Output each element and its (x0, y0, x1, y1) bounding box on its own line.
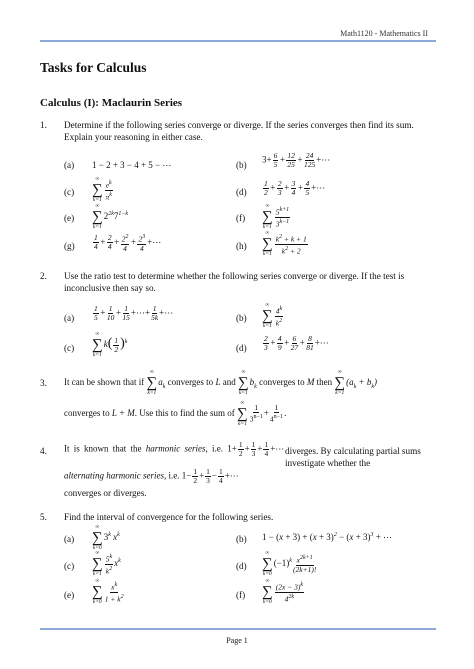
q5b-expression: $1 - (x + 3) + (x + 3)^2 - (x + 3)^3$ + ⋯ (262, 532, 393, 542)
q4-harmonic: harmonic series (145, 443, 206, 454)
q2-label-b: (b) (236, 313, 247, 323)
q2b-expression: ∞ ∑ k=1 $\frac{4^k}{k^2}$ (262, 302, 283, 329)
q5-label-c: (c) (64, 561, 75, 571)
q3-text-converges-to-2: converges to (259, 377, 305, 388)
header-rule (40, 40, 436, 42)
q5a-expression: ∞ ∑ k=0 3$^k$ $x^k$ (92, 524, 120, 551)
q2-label-c: (c) (64, 343, 75, 353)
q5-label-b: (b) (236, 534, 247, 544)
q1-label-b: (b) (236, 160, 247, 170)
q1-label-f: (f) (236, 213, 246, 223)
question-2-number: 2. (40, 271, 47, 281)
q1d-expression: $\frac{1}{2}$ + $\frac{2}{3}$ + $\frac{3}{4}$ + $\frac{4}{5}$ +⋯ (264, 179, 326, 197)
q3-text-converges-to-3: converges to (64, 408, 110, 419)
q1b-expression: 3+ $\frac{6}{5}$ + $\frac{12}{25}$ + $\frac{24}{125}$ +⋯ (262, 151, 331, 169)
question-3-number: 3. (40, 378, 47, 388)
q5e-expression: ∞ ∑ k=0 $\frac{x^k}{1 + k^2}$ (92, 578, 124, 605)
q3-text-converges-to: converges to (167, 377, 214, 388)
q4-text-known: It is known that the (64, 443, 142, 454)
q4-text-ie-2: , i.e. (164, 470, 180, 481)
question-4-line-1: It is known that the harmonic series, i.e. 1+ $\frac{1}{2}$ + $\frac{1}{3}$ + $\frac{1}{4}$ +⋯ (64, 440, 285, 458)
q4-text-diverges: diverges. By calculating partial sums investigate whether the (285, 446, 421, 468)
q1c-expression: ∞ ∑ k=1 $\frac{e^k}{\pi^k}$ (92, 176, 112, 203)
q1g-expression: $\frac{1}{4}$ + $\frac{2}{4}$ + $\frac{2^2}{4}$ + $\frac{2^3}{4}$ +⋯ (94, 233, 162, 253)
q5c-expression: ∞ ∑ k=1 $\frac{5^k}{k^2}$ $x^k$ (92, 550, 121, 577)
page-number: Page 1 (226, 636, 248, 645)
course-header: Math1120 - Mathematics II (340, 29, 428, 38)
q2-label-a: (a) (64, 313, 75, 323)
q5-label-f: (f) (236, 590, 246, 600)
page-title: Tasks for Calculus (40, 60, 147, 75)
q2d-expression: $\frac{2}{3}$ + $\frac{4}{9}$ + $\frac{6}{27}$ + $\frac{8}{81}$ +⋯ (264, 334, 329, 352)
q1f-expression: ∞ ∑ k=1 $\frac{5^{k+1}}{3^{k-1}}$ (262, 203, 290, 230)
q1-label-a: (a) (64, 160, 75, 170)
q1-label-e: (e) (64, 213, 75, 223)
question-2-text: Use the ratio test to determine whether the following series converge or diverge. If the test is inconclusive then say so. (64, 271, 405, 293)
question-3-line-2: converges to L + M. Use this to find the sum of ∞ ∑ n=1 $\frac{1}{3^{n-1}}$ + $\frac{1}{4^{n-1}}$ . (64, 400, 287, 427)
q4-alternating: alternating harmonic series (64, 470, 164, 481)
section-heading: Calculus (I): Maclaurin Series (40, 97, 183, 109)
question-5-number: 5. (40, 512, 47, 522)
q5-label-d: (d) (236, 561, 247, 571)
question-4-number: 4. (40, 446, 47, 456)
question-4-line-2: alternating harmonic series, i.e. 1− $\frac{1}{2}$ + $\frac{1}{3}$ − $\frac{1}{4}$ +⋯ (64, 467, 239, 485)
q3-text-then: then (316, 377, 333, 388)
q5d-expression: ∞ ∑ k=0 $(-1)^k$ $\frac{x^{2k+1}}{(2k+1)!}$ (262, 550, 317, 577)
q5f-expression: ∞ ∑ k=0 $\frac{(2x - 3)^k}{4^{2k}}$ (262, 578, 304, 605)
q1-label-h: (h) (236, 241, 247, 251)
q5-label-e: (e) (64, 590, 75, 600)
q3-text-and: and (222, 377, 236, 388)
q1-label-c: (c) (64, 187, 75, 197)
q2-label-d: (d) (236, 343, 247, 353)
q4-text-ie: , i.e. (205, 443, 223, 454)
q3-text-if: It can be shown that if (64, 377, 145, 388)
q5-label-a: (a) (64, 534, 75, 544)
q2c-expression: ∞ ∑ k=1 k( $\frac{1}{2}$ )$^k$ (92, 331, 128, 358)
q1-label-g: (g) (64, 241, 75, 251)
q3-text-use-this: . Use this to find the sum of (134, 408, 235, 419)
q2a-expression: $\frac{1}{5}$ + $\frac{1}{10}$ + $\frac{1}{15}$ +⋯+ $\frac{1}{5k}$ +⋯ (94, 304, 174, 322)
q1a-expression: 1 − 2 + 3 − 4 + 5 − ⋯ (92, 160, 172, 170)
q1-label-d: (d) (236, 187, 247, 197)
q1h-expression: ∞ ∑ k=1 $\frac{k^2 + k + 1}{k^2 + 2}$ (262, 230, 307, 257)
footer-rule (40, 628, 436, 630)
q1e-expression: ∞ ∑ k=1 $2^{2k}7^{1-k}$ (92, 203, 129, 230)
question-5-text: Find the interval of convergence for the following series. (64, 512, 274, 522)
q4-text-end: converges or diverges. (64, 488, 147, 498)
question-1-number: 1. (40, 120, 47, 130)
question-3-line-1: It can be shown that if ∞ ∑ k=1 $a_k$ converges to L and ∞ ∑ k=1 $b_k$ converges to M then ∞ ∑ k=1 $(a_k + b_k)$ (64, 369, 378, 396)
question-1-text: Determine if the following series converge or diverge. If the series converges then find its sum. Explain your reasoning in either case. (64, 120, 414, 142)
